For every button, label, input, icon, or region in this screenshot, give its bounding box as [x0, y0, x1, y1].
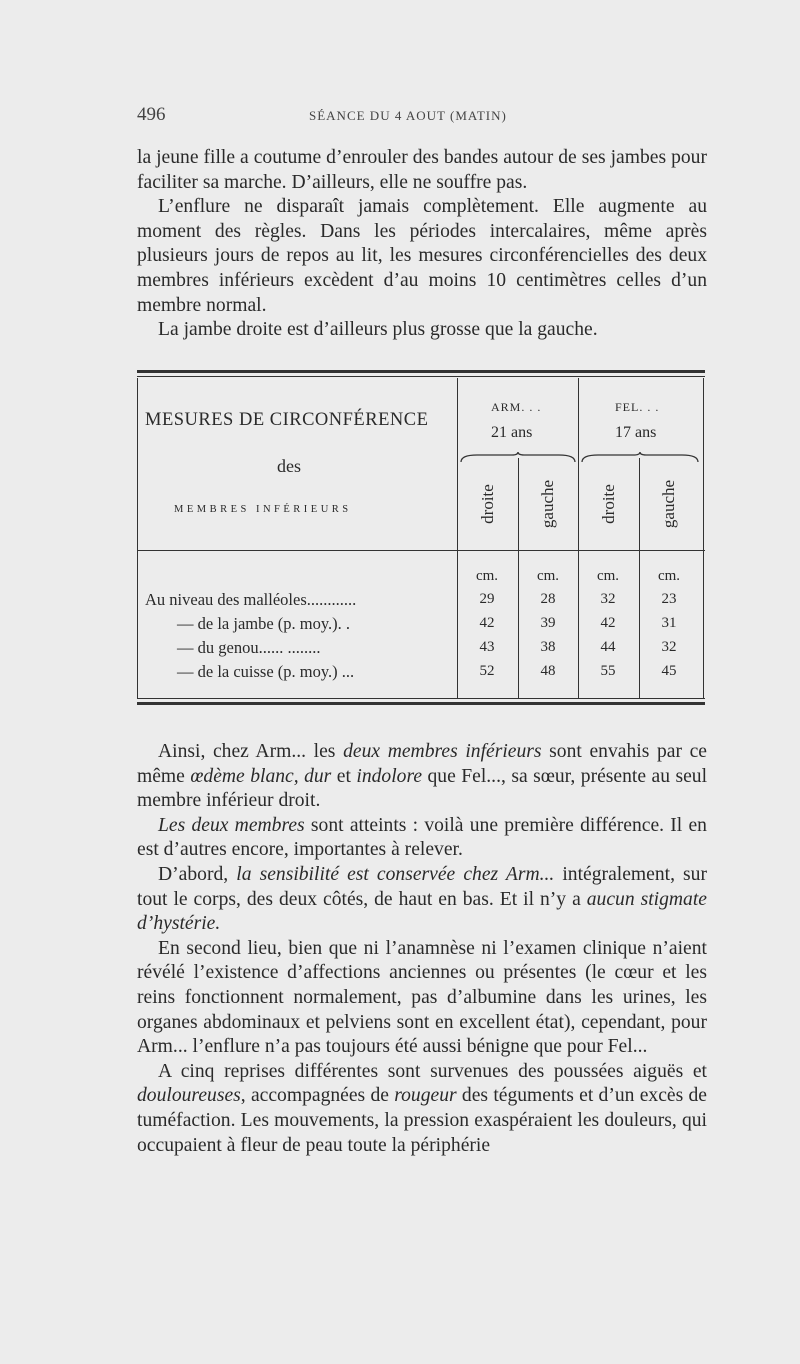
table-cell: 52 [479, 663, 495, 679]
group-age-arm: 21 ans [491, 424, 533, 441]
paragraph [137, 814, 707, 863]
table-left-rule [137, 378, 138, 698]
italic-text: aucun stigmate d’hystérie. [137, 888, 707, 935]
row-label: — de la cuisse (p. moy.) ... [177, 662, 355, 681]
paragraph [137, 1060, 707, 1158]
measurement-table [137, 370, 705, 708]
paragraph: En second lieu, bien que ni l’anamnèse ni l’examen clinique n’aient révélé l’existence d’affections anciennes ou présentes (le cœur et les reins fonctionnent normalement, pas d’albumine dans les urines, les organes abdominaux et pelviens sont en excellent état), cependant, pour Arm... l’enflure n’a pas toujours été aussi bénigne que pour Fel... [137, 937, 707, 1058]
table-title-des: des [277, 456, 301, 476]
text-run: des téguments et d’un excès de tuméfaction. Les mouvements, la pression exaspéraient les douleurs, qui occupaient à fleur de peau toute la périphérie [137, 1085, 708, 1156]
group-name-fel: FEL. . . [615, 400, 660, 414]
col-label-droite: droite [478, 484, 497, 524]
table-cell: 31 [661, 615, 677, 631]
italic-text: deux membres inférieurs [343, 741, 542, 762]
unit-label: cm. [536, 568, 560, 584]
text-run: , accompagnées de [240, 1085, 395, 1107]
header-rule [137, 550, 705, 551]
table-cell: 32 [600, 591, 616, 607]
table-subtitle: MEMBRES INFÉRIEURS [174, 504, 352, 515]
table-bottom-rule-thin [137, 698, 705, 699]
table-cell: 45 [661, 663, 677, 679]
table-right-rule [703, 378, 704, 698]
running-head: SÉANCE DU 4 AOUT (MATIN) [309, 108, 507, 123]
col-label-gauche: gauche [659, 479, 678, 529]
table-top-rule [137, 370, 705, 373]
table-cell: 43 [479, 639, 495, 655]
italic-text: douloureuses [137, 1085, 241, 1107]
text-run: sont atteints : voilà une première différence. Il en est d’autres encore, importantes à relever. [137, 814, 707, 861]
table-cell: 28 [540, 591, 556, 607]
text-block-bottom [137, 740, 707, 1158]
text-run: D’abord, [158, 863, 237, 885]
text-run: sont envahis par ce même [137, 741, 707, 787]
table-cell: 42 [479, 615, 495, 631]
text-run: que Fel..., sa sœur, présente au seul membre inférieur droit. [137, 765, 708, 812]
row-label: Au niveau des malléoles............ [145, 590, 357, 609]
text-run: Ainsi, chez Arm... les [158, 741, 344, 762]
table-cell: 29 [479, 591, 495, 607]
table-cell: 55 [600, 663, 616, 679]
table-cell: 48 [540, 663, 556, 679]
paragraph [137, 863, 707, 937]
unit-label: cm. [475, 568, 499, 584]
paragraph: la jeune fille a coutume d’enrouler des bandes autour de ses jambes pour faciliter sa marche. D’ailleurs, elle ne souffre pas. [137, 147, 707, 193]
row-label: — de la jambe (p. moy.). . [177, 614, 351, 633]
page-number: 496 [137, 104, 166, 125]
unit-label: cm. [596, 568, 620, 584]
table-title: MESURES DE CIRCONFÉRENCE [145, 410, 429, 430]
paragraph: La jambe droite est d’ailleurs plus grosse que la gauche. [158, 319, 598, 341]
table-cell: 44 [600, 639, 616, 655]
italic-text: la sensibilité est conservée chez Arm... [236, 863, 555, 885]
col-label-droite: droite [599, 484, 618, 524]
unit-label: cm. [657, 568, 681, 584]
text-run: intégralement, sur tout le corps, des deux côtés, de haut en bas. Et il n’y a [137, 863, 707, 910]
table-top-rule-thin [137, 376, 705, 377]
paragraph: L’enflure ne disparaît jamais complètement. Elle augmente au moment des règles. Dans les périodes intercalaires, même après plusieurs jours de repos au lit, les mesures circonférencielles des deux membres inférieurs excèdent d’au moins 10 centimètres celles d’un membre normal. [137, 196, 707, 316]
brace-arm [457, 452, 579, 466]
table-cell: 23 [661, 591, 677, 607]
table-bottom-rule [137, 702, 705, 705]
italic-text: œdème blanc, dur [190, 765, 332, 787]
table-cell: 42 [600, 615, 616, 631]
table-cell: 38 [540, 639, 556, 655]
group-name-arm: ARM. . . [491, 400, 542, 414]
italic-text: Les deux membres [158, 814, 305, 836]
table-cell: 32 [661, 639, 677, 655]
text-run: A cinq reprises différentes sont survenues des poussées aiguës et [158, 1060, 707, 1082]
brace-fel [578, 452, 702, 466]
row-label: — du genou...... ........ [177, 638, 321, 657]
text-run: et [331, 765, 357, 787]
group-age-fel: 17 ans [615, 424, 657, 441]
table-cell: 39 [540, 615, 556, 631]
col-label-gauche: gauche [538, 479, 557, 529]
paragraph [137, 740, 707, 814]
text-block-top [137, 146, 707, 343]
italic-text: rougeur [394, 1085, 457, 1107]
italic-text: indolore [356, 765, 423, 787]
page-header [137, 100, 707, 126]
